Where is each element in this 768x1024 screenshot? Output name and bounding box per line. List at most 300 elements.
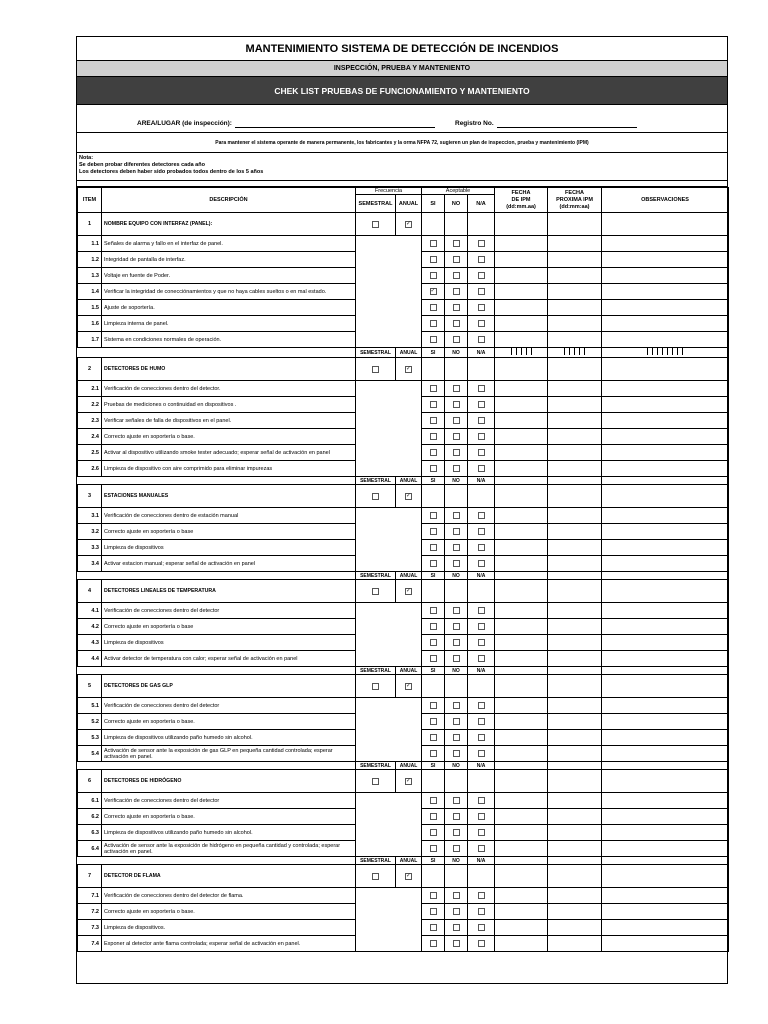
- na-checkbox[interactable]: [478, 385, 485, 392]
- observaciones-cell[interactable]: [602, 793, 729, 809]
- date-cell[interactable]: [495, 284, 548, 300]
- si-checkbox[interactable]: [430, 512, 437, 519]
- anual-checkbox[interactable]: [405, 221, 412, 228]
- no-checkbox[interactable]: [453, 417, 460, 424]
- registro-field[interactable]: [497, 127, 637, 128]
- blank-cell: [548, 358, 602, 381]
- no-checkbox[interactable]: [453, 892, 460, 899]
- blank-cell: [548, 213, 602, 236]
- no-checkbox[interactable]: [453, 797, 460, 804]
- date-cell[interactable]: [495, 332, 548, 348]
- date-cell[interactable]: [495, 841, 548, 857]
- semestral-checkbox[interactable]: [372, 366, 379, 373]
- date-cell[interactable]: [548, 714, 602, 730]
- date-cell[interactable]: [495, 809, 548, 825]
- si-checkbox[interactable]: [430, 528, 437, 535]
- no-checkbox[interactable]: [453, 449, 460, 456]
- si-checkbox[interactable]: [430, 702, 437, 709]
- si-checkbox[interactable]: [430, 813, 437, 820]
- no-checkbox[interactable]: [453, 623, 460, 630]
- si-label: SI: [422, 667, 445, 675]
- anual-label: ANUAL: [396, 857, 422, 865]
- anual-label: ANUAL: [396, 762, 422, 770]
- no-cell: [445, 445, 468, 461]
- date-cell[interactable]: [548, 698, 602, 714]
- na-checkbox[interactable]: [478, 892, 485, 899]
- blank-cell: [468, 865, 495, 888]
- no-checkbox[interactable]: [453, 465, 460, 472]
- si-checkbox[interactable]: [430, 288, 437, 295]
- row-description: Limpieza de dispositivos utilizando paño humedo sin alcohol.: [102, 730, 356, 746]
- si-checkbox[interactable]: [430, 336, 437, 343]
- date-cell[interactable]: [495, 714, 548, 730]
- observaciones-cell[interactable]: [602, 284, 729, 300]
- date-cell[interactable]: [495, 556, 548, 572]
- si-checkbox[interactable]: [430, 639, 437, 646]
- no-cell: [445, 714, 468, 730]
- blank-cell: [602, 358, 729, 381]
- na-checkbox[interactable]: [478, 639, 485, 646]
- table-row: [78, 793, 729, 809]
- si-checkbox[interactable]: [430, 417, 437, 424]
- si-cell: [422, 236, 445, 252]
- date-cell[interactable]: [495, 936, 548, 952]
- observaciones-cell[interactable]: [602, 730, 729, 746]
- date-cell[interactable]: [548, 381, 602, 397]
- blank-cell: [78, 857, 102, 865]
- no-checkbox[interactable]: [453, 734, 460, 741]
- na-checkbox[interactable]: [478, 417, 485, 424]
- no-checkbox[interactable]: [453, 256, 460, 263]
- no-checkbox[interactable]: [453, 512, 460, 519]
- date-cell[interactable]: [548, 284, 602, 300]
- observaciones-cell[interactable]: [602, 316, 729, 332]
- anual-checkbox[interactable]: [405, 778, 412, 785]
- observaciones-cell[interactable]: [602, 445, 729, 461]
- na-cell: [468, 651, 495, 667]
- blank-cell: [445, 770, 468, 793]
- section-number: 7: [78, 865, 102, 888]
- na-checkbox[interactable]: [478, 560, 485, 567]
- row-item: 5.3: [78, 730, 102, 746]
- si-checkbox[interactable]: [430, 544, 437, 551]
- date-cell[interactable]: [495, 268, 548, 284]
- si-checkbox[interactable]: [430, 560, 437, 567]
- na-checkbox[interactable]: [478, 465, 485, 472]
- na-checkbox[interactable]: [478, 845, 485, 852]
- na-checkbox[interactable]: [478, 718, 485, 725]
- anual-checkbox[interactable]: [405, 366, 412, 373]
- date-cell[interactable]: [495, 445, 548, 461]
- no-checkbox[interactable]: [453, 385, 460, 392]
- si-checkbox[interactable]: [430, 465, 437, 472]
- date-cell[interactable]: [548, 841, 602, 857]
- row-item: 5.1: [78, 698, 102, 714]
- date-cell[interactable]: [495, 904, 548, 920]
- na-checkbox[interactable]: [478, 655, 485, 662]
- checklist-table: [77, 187, 729, 952]
- na-checkbox[interactable]: [478, 908, 485, 915]
- date-cell[interactable]: [548, 936, 602, 952]
- subheader-row: [78, 348, 729, 358]
- si-checkbox[interactable]: [430, 433, 437, 440]
- date-cell[interactable]: [548, 540, 602, 556]
- blank-cell: [495, 770, 548, 793]
- semestral-checkbox[interactable]: [372, 221, 379, 228]
- na-checkbox[interactable]: [478, 734, 485, 741]
- semestral-cell: [356, 580, 396, 603]
- blank-cell: [102, 857, 356, 865]
- observaciones-cell[interactable]: [602, 698, 729, 714]
- date-cell[interactable]: [495, 825, 548, 841]
- no-checkbox[interactable]: [453, 702, 460, 709]
- observaciones-cell[interactable]: [602, 936, 729, 952]
- si-checkbox[interactable]: [430, 734, 437, 741]
- observaciones-cell[interactable]: [602, 381, 729, 397]
- no-checkbox[interactable]: [453, 750, 460, 757]
- row-item: 3.2: [78, 524, 102, 540]
- observaciones-cell[interactable]: [602, 904, 729, 920]
- na-cell: [468, 825, 495, 841]
- col-fecha-proxima: [548, 188, 602, 213]
- na-checkbox[interactable]: [478, 623, 485, 630]
- date-cell[interactable]: [548, 746, 602, 762]
- semestral-checkbox[interactable]: [372, 873, 379, 880]
- na-checkbox[interactable]: [478, 256, 485, 263]
- blank-cell: [602, 762, 729, 770]
- tick-mark: [657, 348, 658, 355]
- date-cell[interactable]: [495, 413, 548, 429]
- observaciones-cell[interactable]: [602, 397, 729, 413]
- observaciones-cell[interactable]: [602, 635, 729, 651]
- blank-cell: [602, 865, 729, 888]
- date-cell[interactable]: [495, 540, 548, 556]
- no-checkbox[interactable]: [453, 845, 460, 852]
- na-cell: [468, 236, 495, 252]
- date-cell[interactable]: [495, 397, 548, 413]
- na-checkbox[interactable]: [478, 940, 485, 947]
- date-cell[interactable]: [548, 603, 602, 619]
- no-cell: [445, 920, 468, 936]
- observaciones-cell[interactable]: [602, 332, 729, 348]
- row-description: Limpieza de dispositivos: [102, 540, 356, 556]
- area-row: [77, 105, 727, 133]
- observaciones-cell[interactable]: [602, 236, 729, 252]
- tick-mark: [579, 348, 580, 355]
- no-checkbox[interactable]: [453, 655, 460, 662]
- observaciones-cell[interactable]: [602, 651, 729, 667]
- date-cell[interactable]: [548, 397, 602, 413]
- na-checkbox[interactable]: [478, 813, 485, 820]
- si-checkbox[interactable]: [430, 607, 437, 614]
- na-checkbox[interactable]: [478, 272, 485, 279]
- si-checkbox[interactable]: [430, 320, 437, 327]
- date-cell[interactable]: [548, 332, 602, 348]
- na-checkbox[interactable]: [478, 304, 485, 311]
- na-cell: [468, 714, 495, 730]
- date-cell[interactable]: [495, 619, 548, 635]
- na-label: N/A: [468, 348, 495, 358]
- date-cell[interactable]: [548, 300, 602, 316]
- anual-cell: [396, 675, 422, 698]
- date-cell[interactable]: [495, 524, 548, 540]
- date-cell[interactable]: [548, 730, 602, 746]
- no-checkbox[interactable]: [453, 560, 460, 567]
- semestral-checkbox[interactable]: [372, 778, 379, 785]
- date-cell[interactable]: [548, 429, 602, 445]
- blank-cell: [495, 213, 548, 236]
- si-checkbox[interactable]: [430, 304, 437, 311]
- tick-mark: [511, 348, 512, 355]
- na-checkbox[interactable]: [478, 320, 485, 327]
- date-cell[interactable]: [548, 268, 602, 284]
- section-title: DETECTORES DE HUMO: [102, 358, 356, 381]
- si-cell: [422, 252, 445, 268]
- date-cell[interactable]: [495, 461, 548, 477]
- no-cell: [445, 904, 468, 920]
- no-checkbox[interactable]: [453, 940, 460, 947]
- date-cell[interactable]: [495, 381, 548, 397]
- na-checkbox[interactable]: [478, 797, 485, 804]
- date-cell[interactable]: [548, 508, 602, 524]
- blank-cell: [468, 213, 495, 236]
- no-checkbox[interactable]: [453, 401, 460, 408]
- observaciones-cell[interactable]: [602, 920, 729, 936]
- date-cell[interactable]: [495, 508, 548, 524]
- semestral-checkbox[interactable]: [372, 588, 379, 595]
- si-checkbox[interactable]: [430, 655, 437, 662]
- na-cell: [468, 841, 495, 857]
- anual-cell: [396, 770, 422, 793]
- col-aceptable: Aceptable: [422, 188, 495, 195]
- observaciones-cell[interactable]: [602, 413, 729, 429]
- observaciones-cell[interactable]: [602, 888, 729, 904]
- si-checkbox[interactable]: [430, 908, 437, 915]
- date-cell[interactable]: [548, 236, 602, 252]
- observaciones-cell[interactable]: [602, 461, 729, 477]
- si-cell: [422, 698, 445, 714]
- blank-cell: [548, 485, 602, 508]
- date-cell[interactable]: [548, 524, 602, 540]
- blank-cell: [102, 348, 356, 358]
- observaciones-cell[interactable]: [602, 429, 729, 445]
- row-item: 2.2: [78, 397, 102, 413]
- si-checkbox[interactable]: [430, 892, 437, 899]
- date-cell[interactable]: [548, 252, 602, 268]
- na-cell: [468, 300, 495, 316]
- subheader-row: [78, 572, 729, 580]
- row-item: 3.3: [78, 540, 102, 556]
- si-cell: [422, 445, 445, 461]
- observaciones-cell[interactable]: [602, 252, 729, 268]
- row-description: Sistema en condiciones normales de operación.: [102, 332, 356, 348]
- date-cell[interactable]: [548, 556, 602, 572]
- date-cell[interactable]: [495, 746, 548, 762]
- date-cell[interactable]: [548, 635, 602, 651]
- si-checkbox[interactable]: [430, 940, 437, 947]
- no-cell: [445, 540, 468, 556]
- na-cell: [468, 524, 495, 540]
- blank-cell: [548, 572, 602, 580]
- date-cell[interactable]: [548, 793, 602, 809]
- na-checkbox[interactable]: [478, 750, 485, 757]
- si-checkbox[interactable]: [430, 750, 437, 757]
- date-cell[interactable]: [548, 809, 602, 825]
- si-checkbox[interactable]: [430, 385, 437, 392]
- si-checkbox[interactable]: [430, 272, 437, 279]
- blank-cell: [602, 580, 729, 603]
- na-checkbox[interactable]: [478, 449, 485, 456]
- date-cell[interactable]: [548, 445, 602, 461]
- si-cell: [422, 920, 445, 936]
- no-checkbox[interactable]: [453, 288, 460, 295]
- na-checkbox[interactable]: [478, 512, 485, 519]
- date-cell[interactable]: [495, 316, 548, 332]
- semestral-label: SEMESTRAL: [356, 572, 396, 580]
- no-checkbox[interactable]: [453, 304, 460, 311]
- no-checkbox[interactable]: [453, 639, 460, 646]
- si-checkbox[interactable]: [430, 924, 437, 931]
- si-checkbox[interactable]: [430, 829, 437, 836]
- no-checkbox[interactable]: [453, 528, 460, 535]
- date-cell[interactable]: [495, 603, 548, 619]
- table-row: [78, 603, 729, 619]
- date-cell[interactable]: [495, 252, 548, 268]
- table-row: [78, 508, 729, 524]
- na-checkbox[interactable]: [478, 924, 485, 931]
- si-checkbox[interactable]: [430, 845, 437, 852]
- observaciones-cell[interactable]: [602, 508, 729, 524]
- anual-checkbox[interactable]: [405, 588, 412, 595]
- si-checkbox[interactable]: [430, 401, 437, 408]
- col-descripcion: DESCRIPCIÓN: [102, 188, 356, 213]
- section-row-3: [78, 485, 729, 508]
- anual-checkbox[interactable]: [405, 873, 412, 880]
- no-checkbox[interactable]: [453, 829, 460, 836]
- blank-cell: [548, 762, 602, 770]
- na-checkbox[interactable]: [478, 528, 485, 535]
- observaciones-cell[interactable]: [602, 524, 729, 540]
- semestral-checkbox[interactable]: [372, 493, 379, 500]
- date-cell[interactable]: [548, 888, 602, 904]
- date-cell[interactable]: [495, 635, 548, 651]
- no-checkbox[interactable]: [453, 908, 460, 915]
- date-cell[interactable]: [495, 236, 548, 252]
- observaciones-cell[interactable]: [602, 300, 729, 316]
- blank-cell: [468, 675, 495, 698]
- date-cell[interactable]: [495, 730, 548, 746]
- na-checkbox[interactable]: [478, 336, 485, 343]
- blank-cell: [495, 667, 548, 675]
- na-checkbox[interactable]: [478, 401, 485, 408]
- si-cell: [422, 381, 445, 397]
- si-cell: [422, 524, 445, 540]
- no-checkbox[interactable]: [453, 607, 460, 614]
- na-checkbox[interactable]: [478, 544, 485, 551]
- observaciones-cell[interactable]: [602, 540, 729, 556]
- section-row-7: [78, 865, 729, 888]
- no-checkbox[interactable]: [453, 433, 460, 440]
- na-label: N/A: [468, 477, 495, 485]
- date-cell[interactable]: [548, 825, 602, 841]
- no-checkbox[interactable]: [453, 813, 460, 820]
- no-checkbox[interactable]: [453, 544, 460, 551]
- na-checkbox[interactable]: [478, 702, 485, 709]
- si-checkbox[interactable]: [430, 449, 437, 456]
- na-checkbox[interactable]: [478, 288, 485, 295]
- blank-cell: [422, 580, 445, 603]
- observaciones-cell[interactable]: [602, 746, 729, 762]
- blank-cell: [548, 865, 602, 888]
- observaciones-cell[interactable]: [602, 714, 729, 730]
- date-cell[interactable]: [495, 300, 548, 316]
- date-cell[interactable]: [548, 413, 602, 429]
- subheader-row: [78, 857, 729, 865]
- date-cell[interactable]: [548, 619, 602, 635]
- date-cell[interactable]: [495, 888, 548, 904]
- row-description: Activar detector de temperatura con calor; esperar señal de activación en panel: [102, 651, 356, 667]
- section-row-2: [78, 358, 729, 381]
- date-cell[interactable]: [495, 651, 548, 667]
- na-checkbox[interactable]: [478, 433, 485, 440]
- observaciones-cell[interactable]: [602, 268, 729, 284]
- na-cell: [468, 540, 495, 556]
- no-checkbox[interactable]: [453, 924, 460, 931]
- date-cell[interactable]: [495, 920, 548, 936]
- observaciones-cell[interactable]: [602, 825, 729, 841]
- date-cell[interactable]: [548, 461, 602, 477]
- area-field[interactable]: [235, 127, 435, 128]
- date-cell[interactable]: [495, 429, 548, 445]
- na-checkbox[interactable]: [478, 829, 485, 836]
- no-checkbox[interactable]: [453, 718, 460, 725]
- si-label: SI: [422, 348, 445, 358]
- date-cell[interactable]: [548, 904, 602, 920]
- si-checkbox[interactable]: [430, 623, 437, 630]
- observaciones-cell[interactable]: [602, 603, 729, 619]
- si-checkbox[interactable]: [430, 256, 437, 263]
- date-cell[interactable]: [495, 793, 548, 809]
- si-label: SI: [422, 477, 445, 485]
- si-checkbox[interactable]: [430, 797, 437, 804]
- no-cell: [445, 698, 468, 714]
- observaciones-cell[interactable]: [602, 809, 729, 825]
- na-checkbox[interactable]: [478, 240, 485, 247]
- date-cell[interactable]: [548, 316, 602, 332]
- date-cell[interactable]: [495, 698, 548, 714]
- si-checkbox[interactable]: [430, 718, 437, 725]
- na-checkbox[interactable]: [478, 607, 485, 614]
- col-fecha-ipm-line2: DE IPM: [511, 196, 531, 203]
- tick-mark: [516, 348, 517, 355]
- date-cell[interactable]: [548, 651, 602, 667]
- semestral-checkbox[interactable]: [372, 683, 379, 690]
- no-checkbox[interactable]: [453, 320, 460, 327]
- no-checkbox[interactable]: [453, 336, 460, 343]
- no-checkbox[interactable]: [453, 240, 460, 247]
- anual-checkbox[interactable]: [405, 493, 412, 500]
- na-cell: [468, 556, 495, 572]
- si-checkbox[interactable]: [430, 240, 437, 247]
- semestral-cell: [356, 213, 396, 236]
- observaciones-cell[interactable]: [602, 556, 729, 572]
- no-checkbox[interactable]: [453, 272, 460, 279]
- observaciones-cell[interactable]: [602, 841, 729, 857]
- anual-checkbox[interactable]: [405, 683, 412, 690]
- date-cell[interactable]: [548, 920, 602, 936]
- observaciones-cell[interactable]: [602, 619, 729, 635]
- na-cell: [468, 635, 495, 651]
